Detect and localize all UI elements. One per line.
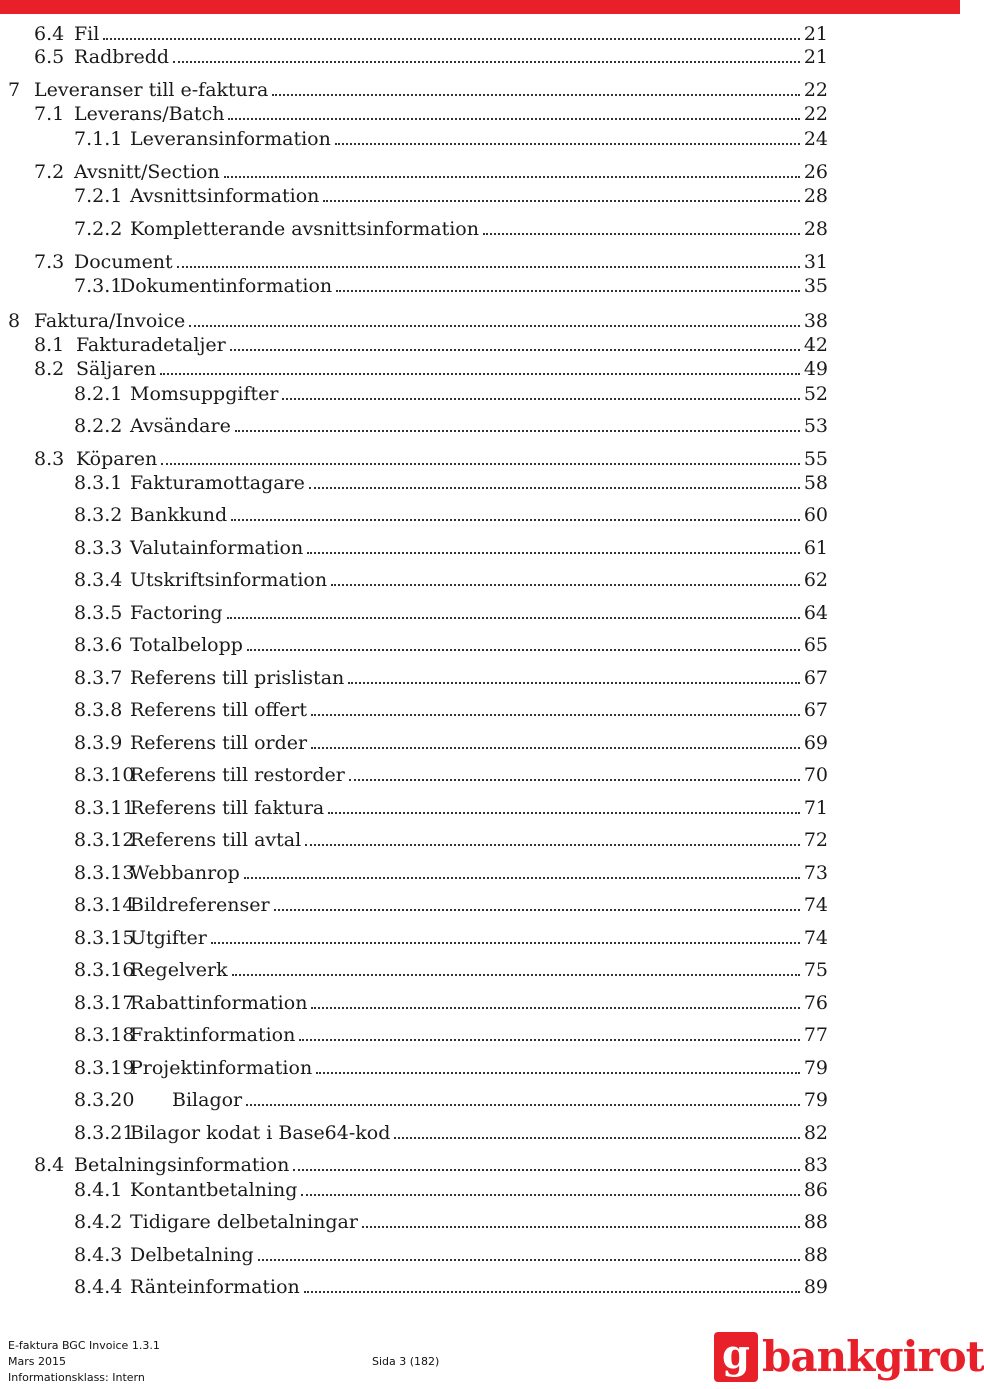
toc-entry-number: 8 [8,310,21,332]
toc-entry[interactable] [74,216,828,242]
toc-entry-title: Radbredd [74,46,170,68]
toc-entry-title: Bildreferenser [130,894,270,916]
toc-entry-number: 8.3.13 [74,862,135,884]
toc-entry-title: Leveransinformation [130,128,331,150]
toc-entry-title: Momsuppgifter [130,383,279,405]
toc-entry[interactable] [74,600,828,626]
footer-doc-title: E-faktura BGC Invoice 1.3.1 [8,1339,160,1352]
toc-leader-dots [235,430,800,432]
toc-leader-dots [311,714,800,716]
toc-entry-page: 55 [803,448,828,470]
toc-entry-number: 7.1 [34,103,65,125]
toc-leader-dots [272,94,799,96]
toc-entry-number: 8.3.4 [74,569,123,591]
toc-entry-title: Fakturamottagare [130,472,305,494]
toc-entry-title: Bilagor kodat i Base64-kod [130,1122,391,1144]
toc-entry-title: Bankkund [130,504,228,526]
toc-entry-title: Referens till restorder [130,764,345,786]
toc-entry-title: Factoring [130,602,223,624]
toc-entry-number: 7.3 [34,251,65,273]
toc-leader-dots [335,143,800,145]
toc-entry-number: 8.3.20 [74,1089,135,1111]
toc-entry[interactable] [34,332,828,358]
toc-leader-dots [173,61,800,63]
toc-entry[interactable] [74,860,828,886]
toc-entry-page: 74 [803,894,828,916]
toc-entry-page: 38 [803,310,828,332]
logo-wordmark: bankgirot [762,1332,984,1381]
footer-classification: Informationsklass: Intern [8,1371,145,1384]
toc-entry-title: Delbetalning [130,1244,254,1266]
toc-entry-number: 8.3.15 [74,927,135,949]
toc-entry-title: Leverans/Batch [74,103,225,125]
toc-entry-page: 31 [803,251,828,273]
toc-entry-number: 8.4 [34,1154,65,1176]
toc-entry-page: 88 [803,1211,828,1233]
toc-entry-title: Webbanrop [130,862,240,884]
toc-entry-title: Avsnitt/Section [74,161,220,183]
toc-entry[interactable] [74,957,828,983]
toc-entry-number: 7.1.1 [74,128,123,150]
toc-entry-title: Referens till offert [130,699,307,721]
toc-entry-title: Avsändare [130,415,231,437]
toc-entry-page: 53 [803,415,828,437]
toc-leader-dots [103,38,799,40]
logo-mark-icon: g [714,1332,758,1382]
toc-entry-page: 24 [803,128,828,150]
toc-entry[interactable] [74,273,828,299]
toc-entry[interactable] [74,470,828,496]
toc-entry-number: 8.3 [34,448,65,470]
toc-entry-number: 8.3.17 [74,992,135,1014]
toc-entry-page: 79 [803,1089,828,1111]
toc-entry[interactable] [74,990,828,1016]
toc-entry-page: 58 [803,472,828,494]
toc-entry-page: 89 [803,1276,828,1298]
toc-entry-page: 67 [803,667,828,689]
toc-leader-dots [246,1104,800,1106]
toc-entry-title: Leveranser till e-faktura [34,79,269,101]
toc-leader-dots [323,200,799,202]
toc-entry-page: 49 [803,358,828,380]
toc-entry[interactable] [74,827,828,853]
toc-entry-title: Betalningsinformation [74,1154,290,1176]
toc-entry-page: 67 [803,699,828,721]
toc-entry[interactable] [74,762,828,788]
toc-entry-title: Utskriftsinformation [130,569,328,591]
toc-entry-number: 8.3.12 [74,829,135,851]
footer-page-info: Sida 3 (182) [372,1355,440,1368]
toc-entry[interactable] [34,44,828,70]
toc-leader-dots [244,877,800,879]
toc-entry-number: 7.3.1 [74,275,123,297]
toc-entry[interactable] [74,697,828,723]
toc-entry-page: 35 [803,275,828,297]
toc-entry-title: Utgifter [130,927,207,949]
toc-leader-dots [349,779,800,781]
toc-entry-page: 60 [803,504,828,526]
toc-leader-dots [228,118,799,120]
toc-leader-dots [274,909,800,911]
toc-entry-number: 6.5 [34,46,65,68]
toc-entry[interactable] [34,1152,828,1178]
toc-entry[interactable] [74,925,828,951]
toc-entry-number: 8.3.6 [74,634,123,656]
toc-entry-page: 61 [803,537,828,559]
toc-entry-page: 26 [803,161,828,183]
toc-entry-number: 8.3.9 [74,732,123,754]
toc-entry-title: Referens till avtal [130,829,302,851]
toc-entry-page: 65 [803,634,828,656]
toc-entry-number: 8.3.10 [74,764,135,786]
toc-entry[interactable] [34,356,828,382]
toc-entry-page: 83 [803,1154,828,1176]
toc-entry[interactable] [74,535,828,561]
toc-entry[interactable] [74,730,828,756]
toc-entry[interactable] [74,567,828,593]
toc-entry[interactable] [74,1087,828,1113]
toc-entry-page: 69 [803,732,828,754]
toc-entry-page: 77 [803,1024,828,1046]
toc-entry[interactable] [8,308,828,334]
toc-entry-title: Rabattinformation [130,992,308,1014]
toc-entry-number: 8.1 [34,334,65,356]
toc-entry-page: 75 [803,959,828,981]
toc-leader-dots [328,812,800,814]
toc-leader-dots [247,649,800,651]
toc-entry-number: 8.4.2 [74,1211,123,1233]
toc-leader-dots [211,942,800,944]
toc-entry-number: 8.3.1 [74,472,123,494]
toc-leader-dots [362,1226,800,1228]
toc-entry[interactable] [74,1120,828,1146]
toc-leader-dots [483,233,800,235]
toc-entry-number: 8.3.18 [74,1024,135,1046]
toc-entry-page: 82 [803,1122,828,1144]
toc-entry-number: 7.2 [34,161,65,183]
toc-entry-number: 8.3.11 [74,797,135,819]
toc-entry-page: 22 [803,103,828,125]
toc-entry[interactable] [74,1274,828,1300]
toc-entry-number: 8.2.1 [74,383,123,405]
toc-entry-number: 8.3.2 [74,504,123,526]
toc-leader-dots [304,1291,800,1293]
toc-entry-title: Fil [74,23,100,45]
toc-entry-number: 8.3.16 [74,959,135,981]
toc-entry[interactable] [74,183,828,209]
toc-leader-dots [282,398,799,400]
toc-entry-page: 28 [803,218,828,240]
toc-leader-dots [224,176,800,178]
toc-entry-title: Totalbelopp [130,634,243,656]
toc-entry-title: Projektinformation [130,1057,313,1079]
toc-entry-page: 62 [803,569,828,591]
toc-entry-page: 76 [803,992,828,1014]
toc-leader-dots [258,1259,800,1261]
toc-leader-dots [299,1039,799,1041]
toc-entry[interactable] [74,795,828,821]
toc-leader-dots [227,617,800,619]
toc-leader-dots [189,325,800,327]
toc-entry-page: 42 [803,334,828,356]
toc-leader-dots [232,974,800,976]
toc-entry-title: Kontantbetalning [130,1179,298,1201]
toc-entry-page: 72 [803,829,828,851]
toc-entry[interactable] [34,446,828,472]
footer-date: Mars 2015 [8,1355,66,1368]
toc-entry-page: 52 [803,383,828,405]
toc-entry-title: Kompletterande avsnittsinformation [130,218,479,240]
toc-entry-page: 21 [803,23,828,45]
toc-entry-page: 21 [803,46,828,68]
toc-leader-dots [348,682,800,684]
toc-entry[interactable] [34,249,828,275]
toc-entry-page: 74 [803,927,828,949]
toc-leader-dots [311,747,800,749]
toc-entry-page: 28 [803,185,828,207]
toc-entry-title: Referens till order [130,732,308,754]
toc-entry-page: 64 [803,602,828,624]
toc-entry-title: Fakturadetaljer [76,334,226,356]
toc-leader-dots [293,1169,800,1171]
toc-leader-dots [161,463,800,465]
toc-leader-dots [394,1137,799,1139]
toc-entry-number: 6.4 [34,23,65,45]
toc-entry-number: 7 [8,79,21,101]
toc-leader-dots [305,844,800,846]
toc-entry[interactable] [74,413,828,439]
toc-entry-title: Fraktinformation [130,1024,296,1046]
toc-leader-dots [309,487,800,489]
toc-entry[interactable] [34,101,828,127]
toc-entry[interactable] [74,126,828,152]
toc-entry-page: 86 [803,1179,828,1201]
toc-leader-dots [311,1007,799,1009]
toc-entry-title: Säljaren [76,358,157,380]
toc-entry-page: 70 [803,764,828,786]
toc-entry-page: 88 [803,1244,828,1266]
toc-entry[interactable] [74,1022,828,1048]
toc-entry[interactable] [74,632,828,658]
toc-entry[interactable] [74,1177,828,1203]
toc-leader-dots [301,1194,799,1196]
toc-entry-page: 22 [803,79,828,101]
toc-entry-number: 8.4.4 [74,1276,123,1298]
toc-entry[interactable] [74,1055,828,1081]
toc-entry-page: 73 [803,862,828,884]
toc-leader-dots [316,1072,800,1074]
toc-entry-number: 8.3.7 [74,667,123,689]
toc-leader-dots [307,552,800,554]
toc-entry-page: 79 [803,1057,828,1079]
toc-entry-title: Referens till prislistan [130,667,345,689]
toc-entry-number: 8.4.1 [74,1179,123,1201]
toc-entry-title: Tidigare delbetalningar [130,1211,358,1233]
toc-entry[interactable] [8,77,828,103]
toc-entry-number: 8.3.5 [74,602,123,624]
toc-entry-number: 8.3.3 [74,537,123,559]
toc-entry-title: Köparen [76,448,158,470]
bankgirot-logo [714,1330,984,1386]
toc-entry-title: Valutainformation [130,537,304,559]
toc-leader-dots [231,519,800,521]
toc-entry-title: Faktura/Invoice [34,310,186,332]
toc-entry-title: Referens till faktura [130,797,325,819]
toc-entry-title: Ränteinformation [130,1276,300,1298]
toc-entry-title: Bilagor [172,1089,243,1111]
toc-leader-dots [230,349,800,351]
toc-entry[interactable] [34,159,828,185]
toc-entry[interactable] [74,892,828,918]
toc-entry[interactable] [74,1242,828,1268]
toc-entry[interactable] [74,1209,828,1235]
toc-entry-number: 8.3.14 [74,894,135,916]
toc-leader-dots [160,373,800,375]
toc-entry-title: Document [74,251,173,273]
toc-entry-number: 7.2.2 [74,218,123,240]
toc-entry-number: 8.3.19 [74,1057,135,1079]
toc-entry-number: 8.3.21 [74,1122,135,1144]
toc-leader-dots [177,266,800,268]
toc-entry-number: 8.2 [34,358,65,380]
toc-entry-title: Regelverk [130,959,228,981]
toc-entry-number: 8.4.3 [74,1244,123,1266]
toc-entry[interactable] [74,502,828,528]
toc-entry-title: Dokumentinformation [120,275,333,297]
toc-entry[interactable] [74,381,828,407]
toc-entry-title: Avsnittsinformation [130,185,320,207]
toc-entry[interactable] [74,665,828,691]
toc-entry-number: 8.2.2 [74,415,123,437]
toc-entry-number: 8.3.8 [74,699,123,721]
toc-entry-number: 7.2.1 [74,185,123,207]
toc-entry-page: 71 [803,797,828,819]
toc-leader-dots [331,584,800,586]
toc-leader-dots [336,290,800,292]
